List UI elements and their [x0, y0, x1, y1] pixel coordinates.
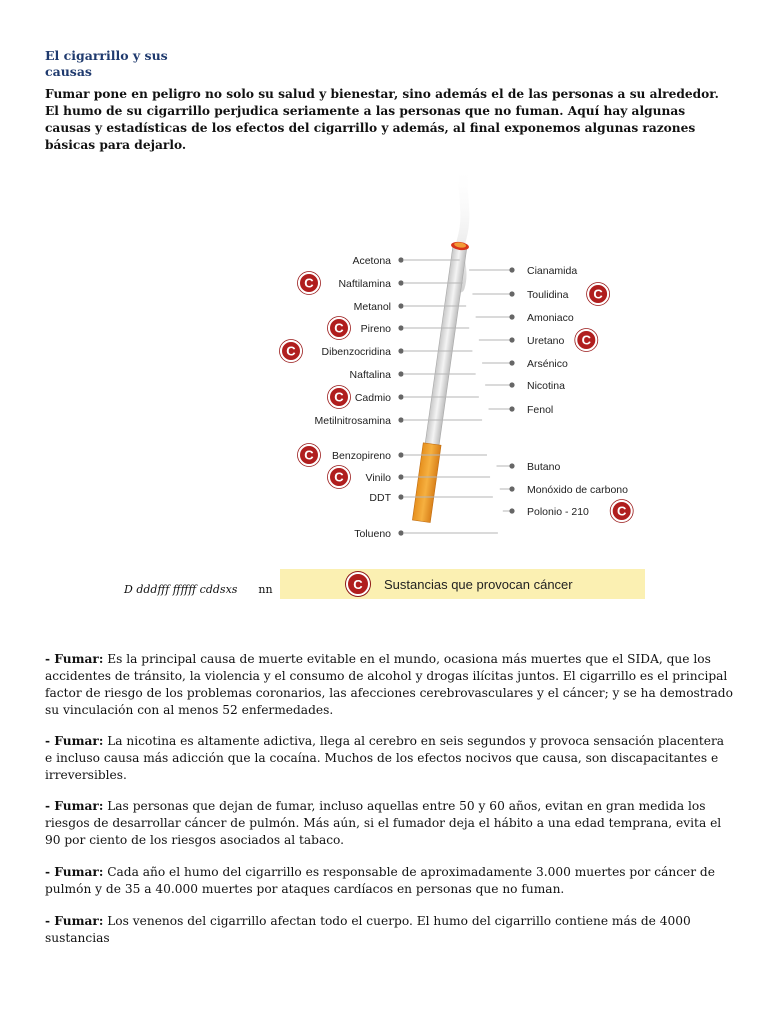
cancer-badge-icon: C: [346, 572, 370, 596]
leader-dot: [398, 371, 403, 376]
leader-dot: [398, 530, 403, 535]
cancer-badge-icon-letter: C: [334, 389, 344, 405]
paragraph-4: [45, 864, 735, 898]
intro-paragraph: Fumar pone en peligro no solo su salud y bienestar, sino además el de las personas a su alrededor. El humo de su cigarrillo perjudica seriamente a las personas que no fuman. Aquí hay algunas causas y estadísticas de los efectos del cigarrillo y además, al final exponemos algunas razones básicas para dejarlo.: [45, 87, 719, 152]
substance-label-right: Toulidina: [527, 289, 569, 301]
paragraph-text: Es la principal causa de muerte evitable en el mundo, ocasiona más muertes que el SIDA, que los accidentes de tránsito, la violencia y el consumo de alcohol y drogas ilícitas juntos. El cigarrillo es el principal factor de riesgo de los problemas coronarios, las afecciones cerebrovasculares y el cáncer; y se ha demostrado su vinculación con al menos 52 enfermedades.: [45, 652, 733, 717]
cancer-legend: [280, 569, 645, 599]
substance-label-right: Polonio - 210: [527, 506, 589, 518]
paragraph-1: [45, 651, 735, 719]
cigarette-diagram-svg: [270, 158, 650, 553]
cancer-badge-icon-letter: C: [304, 447, 314, 463]
substance-label-left: Naftalina: [349, 369, 391, 381]
leader-dot: [509, 291, 514, 296]
cancer-badge-icon-letter: C: [617, 503, 627, 519]
cigarette-diagram: [270, 158, 650, 553]
paragraph-label: - Fumar:: [45, 652, 104, 666]
paragraph-text: Los venenos del cigarrillo afectan todo el cuerpo. El humo del cigarrillo contiene más de 4000 sustancias: [45, 914, 691, 945]
substance-label-left: Vinilo: [365, 472, 391, 484]
leader-dot: [398, 452, 403, 457]
cancer-badge-icon-letter: C: [334, 469, 344, 485]
left-substances: [280, 255, 498, 540]
page-title: El cigarrillo y sus causas: [45, 48, 168, 79]
legend-left-label: D dddfff ffffff cddsxs: [124, 583, 238, 596]
paragraph-label: - Fumar:: [45, 799, 104, 813]
leader-dot: [398, 325, 403, 330]
substance-label-right: Monóxido de carbono: [527, 484, 628, 496]
substance-label-left: Metanol: [353, 301, 391, 313]
right-substances: [469, 265, 633, 523]
cigarette-paper: [425, 245, 467, 450]
paragraph-label: - Fumar:: [45, 865, 104, 879]
paragraph-text: La nicotina es altamente adictiva, llega al cerebro en seis segundos y provoca sensación placentera e incluso causa más adicción que la cocaína. Muchos de los efectos nocivos que causa, son discapacitantes e irreversibles.: [45, 734, 725, 782]
substance-label-right: Amoniaco: [527, 312, 574, 324]
leader-dot: [398, 417, 403, 422]
leader-dot: [398, 303, 403, 308]
cancer-badge-icon-letter: C: [304, 275, 314, 291]
paragraph-5: [45, 913, 735, 947]
cancer-badge-icon-letter: C: [581, 332, 591, 348]
leader-dot: [398, 494, 403, 499]
paragraph-3: [45, 798, 735, 849]
substance-label-right: Nicotina: [527, 380, 565, 392]
substance-label-left: Cadmio: [354, 392, 391, 404]
leader-dot: [398, 348, 403, 353]
leader-dot: [509, 337, 514, 342]
leader-dot: [398, 474, 403, 479]
leader-dot: [509, 406, 514, 411]
substance-label-right: Fenol: [527, 404, 554, 416]
legend-left-text: [124, 583, 273, 596]
leader-dot: [509, 508, 514, 513]
substance-label-left: Benzopireno: [332, 450, 391, 462]
substance-label-left: DDT: [369, 492, 391, 504]
leader-dot: [509, 314, 514, 319]
paragraph-label: - Fumar:: [45, 734, 104, 748]
substance-label-left: Tolueno: [354, 528, 391, 540]
leader-dot: [398, 280, 403, 285]
leader-dot: [509, 486, 514, 491]
substance-label-left: Pireno: [360, 323, 391, 335]
substance-label-right: Cianamida: [527, 265, 578, 277]
paragraph-text: Las personas que dejan de fumar, incluso aquellas entre 50 y 60 años, evitan en gran medida los riesgos de desarrollar cáncer de pulmón. Más aún, si el fumador deja el hábito a una edad temprana, evita el 90 por ciento de los riesgos asociados al tabaco.: [45, 799, 722, 847]
paragraph-2: [45, 733, 735, 784]
substance-label-left: Dibenzocridina: [321, 346, 391, 358]
substance-label-left: Naftilamina: [338, 278, 391, 290]
paragraph-label: - Fumar:: [45, 914, 104, 928]
cancer-legend-label: Sustancias que provocan cáncer: [384, 576, 573, 592]
leader-dot: [509, 382, 514, 387]
substance-label-right: Uretano: [527, 335, 565, 347]
leader-dot: [398, 257, 403, 262]
legend-nn: nn: [258, 583, 273, 596]
substance-label-right: Arsénico: [527, 358, 568, 370]
leader-dot: [509, 360, 514, 365]
substance-label-left: Acetona: [352, 255, 391, 267]
substance-label-right: Butano: [527, 461, 561, 473]
substance-label-left: Metilnitrosamina: [314, 415, 391, 427]
paragraph-text: Cada año el humo del cigarrillo es responsable de aproximadamente 3.000 muertes por cáncer de pulmón y de 35 a 40.000 muertes por ataques cardíacos en personas que no fuman.: [45, 865, 715, 896]
cancer-badge-icon-letter: C: [286, 343, 296, 359]
leader-dot: [509, 267, 514, 272]
cancer-badge-icon-letter: C: [593, 286, 603, 302]
leader-dot: [398, 394, 403, 399]
leader-dot: [509, 463, 514, 468]
cancer-badge-icon-letter: C: [334, 320, 344, 336]
